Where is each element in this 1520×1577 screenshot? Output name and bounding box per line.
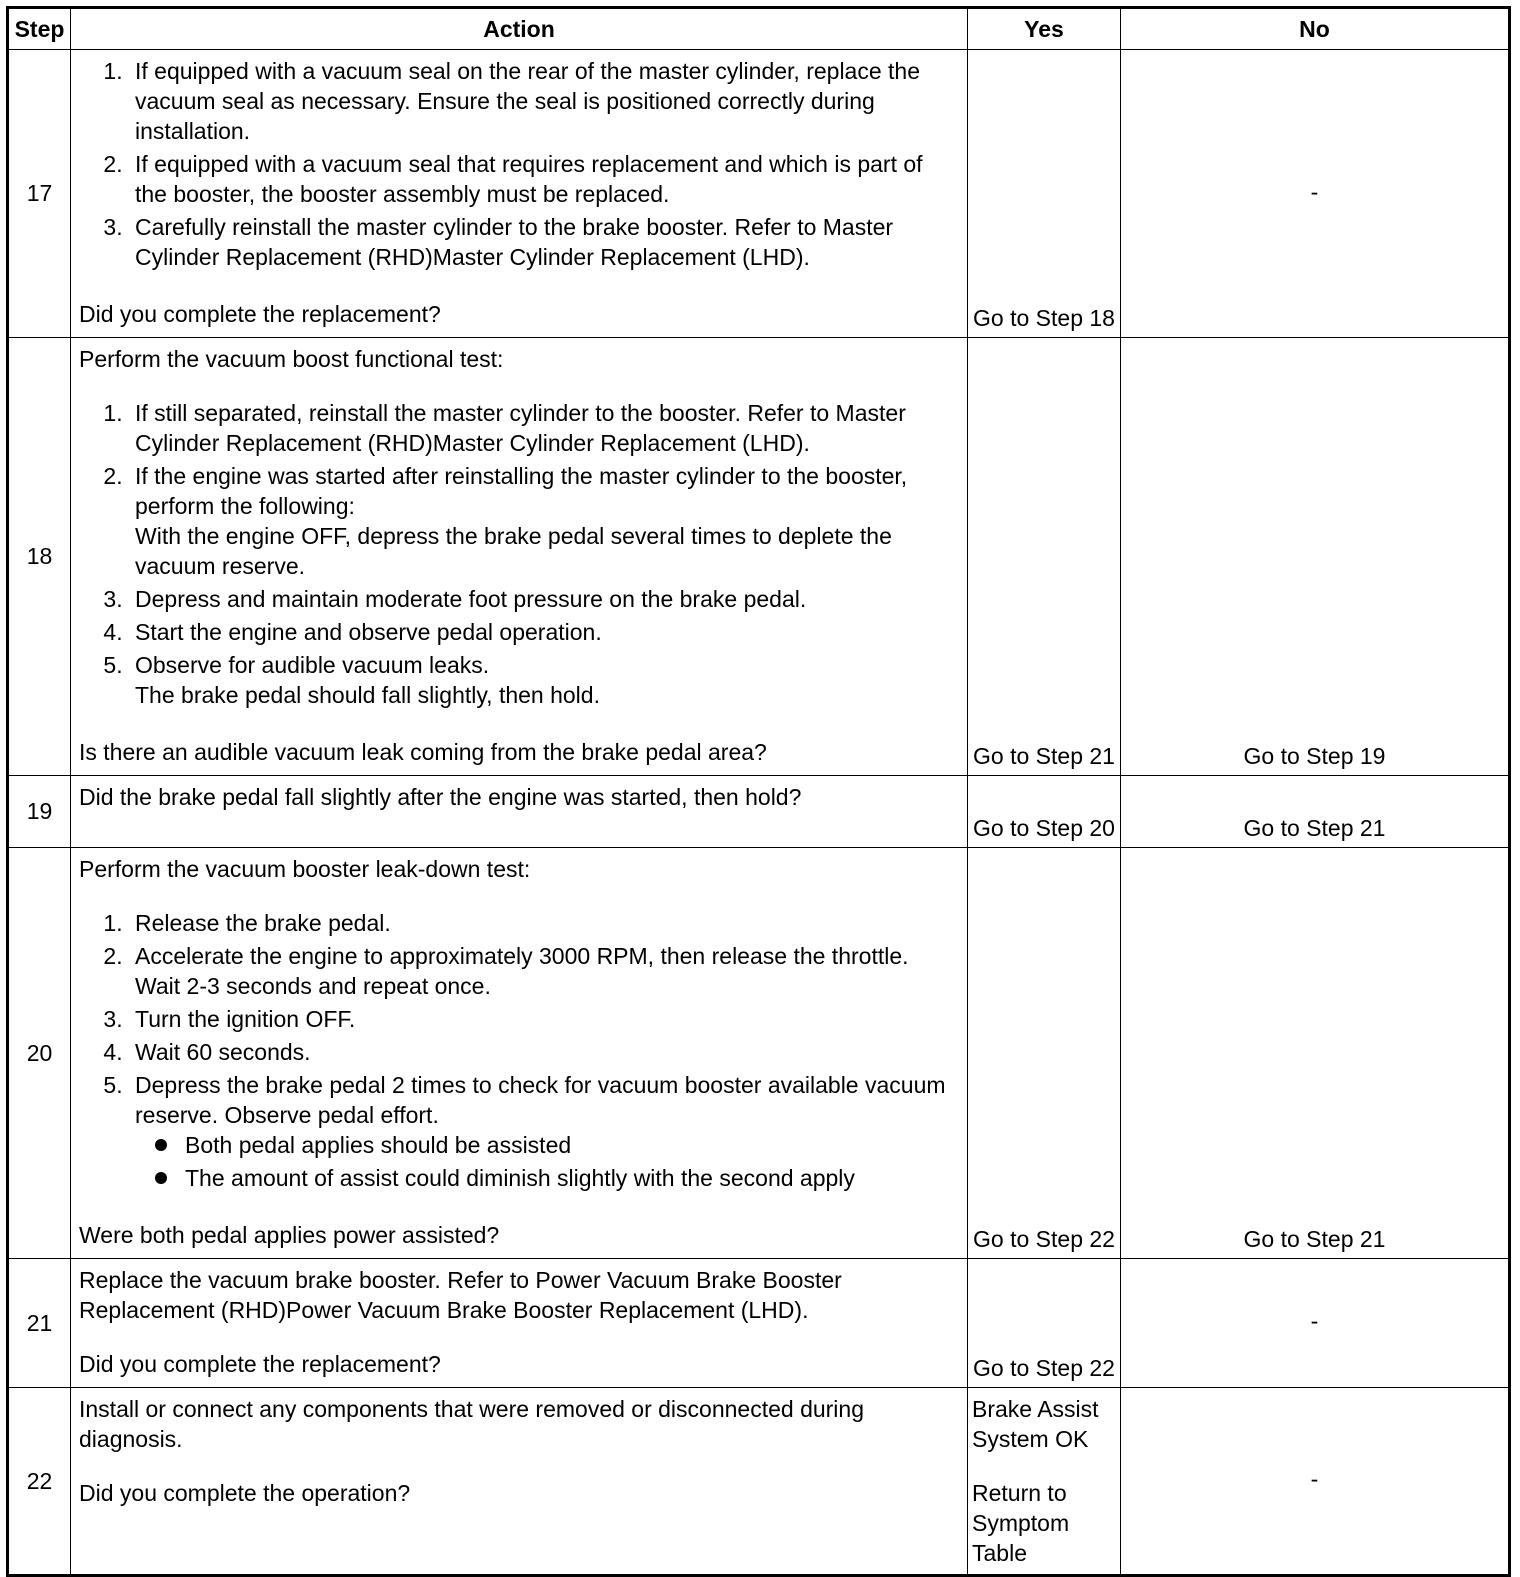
yes-cell: Go to Step 20 [968,776,1121,848]
list-item-text: Observe for audible vacuum leaks. [135,652,490,678]
step-number: 22 [8,1388,71,1576]
no-cell: Go to Step 21 [1121,848,1510,1259]
yes-cell: Go to Step 21 [968,338,1121,776]
step-number: 20 [8,848,71,1259]
bullet-list [135,1130,959,1193]
action-question: Did you complete the replacement? [79,301,441,327]
table-row-step-20 [8,848,1510,1259]
action-question: Did you complete the operation? [79,1480,411,1506]
list-item [129,1070,959,1193]
list-item: 3. Depress and maintain moderate foot pressure on the brake pedal. [129,584,959,614]
list-item-text: If the engine was started after reinstalling the master cylinder to the booster, perform the following: [135,463,908,519]
bullet-icon [155,1172,167,1184]
bullet-text: The amount of assist could diminish slightly with the second apply [185,1165,855,1191]
bullet-item [185,1130,959,1160]
action-cell [71,1388,968,1576]
action-question: Did the brake pedal fall slightly after the engine was started, then hold? [79,784,802,810]
action-steps-list [79,56,959,272]
step-number: 19 [8,776,71,848]
no-cell: - [1121,1259,1510,1388]
list-item [129,650,959,710]
step-number: 17 [8,50,71,338]
yes-cell: Go to Step 22 [968,1259,1121,1388]
no-cell: - [1121,1388,1510,1576]
list-item-note: With the engine OFF, depress the brake pedal several times to deplete the vacuum reserve. [135,523,892,579]
no-cell: - [1121,50,1510,338]
list-item: 1. If still separated, reinstall the master cylinder to the booster. Refer to Master Cylinder Replacement (RHD)Master Cylinder Replacement (LHD). [129,398,959,458]
list-item: 1. If equipped with a vacuum seal on the rear of the master cylinder, replace the vacuum seal as necessary. Ensure the seal is positioned correctly during installation. [129,56,959,146]
header-action: Action [71,8,968,50]
yes-cell [968,1388,1121,1576]
list-item: 4. Wait 60 seconds. [129,1037,959,1067]
action-cell [71,338,968,776]
table-row-step-17 [8,50,1510,338]
action-steps-list [79,398,959,710]
list-item [129,461,959,581]
no-cell: Go to Step 19 [1121,338,1510,776]
step-number: 18 [8,338,71,776]
action-cell [71,50,968,338]
action-text: Replace the vacuum brake booster. Refer to Power Vacuum Brake Booster Replacement (RHD)Power Vacuum Brake Booster Replacement (LHD). [79,1267,842,1323]
step-number: 21 [8,1259,71,1388]
header-no: No [1121,8,1510,50]
action-intro: Perform the vacuum booster leak-down test: [79,856,531,882]
action-steps-list [79,908,959,1193]
action-cell [71,848,968,1259]
bullet-text: Both pedal applies should be assisted [185,1132,572,1158]
action-cell [71,1259,968,1388]
no-cell: Go to Step 21 [1121,776,1510,848]
list-item: 2. Accelerate the engine to approximately 3000 RPM, then release the throttle. Wait 2-3 seconds and repeat once. [129,941,959,1001]
list-item: 3. Turn the ignition OFF. [129,1004,959,1034]
table-row-step-19 [8,776,1510,848]
header-yes: Yes [968,8,1121,50]
table-row-step-21 [8,1259,1510,1388]
list-item: 1. Release the brake pedal. [129,908,959,938]
action-question: Were both pedal applies power assisted? [79,1222,500,1248]
action-intro: Perform the vacuum boost functional test: [79,346,504,372]
yes-result: Brake Assist System OK [972,1396,1099,1452]
table-row-step-22 [8,1388,1510,1576]
list-item: 3. Carefully reinstall the master cylinder to the brake booster. Refer to Master Cylinder Replacement (RHD)Master Cylinder Replacement (LHD). [129,212,959,272]
diagnostic-table [6,6,1511,1577]
yes-cell: Go to Step 18 [968,50,1121,338]
list-item-text: Depress the brake pedal 2 times to check for vacuum booster available vacuum reserve. Observe pedal effort. [135,1072,946,1128]
list-item: 4. Start the engine and observe pedal operation. [129,617,959,647]
table-row-step-18 [8,338,1510,776]
yes-cell: Go to Step 22 [968,848,1121,1259]
action-text: Install or connect any components that were removed or disconnected during diagnosis. [79,1396,864,1452]
bullet-item [185,1163,959,1193]
header-step: Step [8,8,71,50]
yes-result-alt: Return to Symptom Table [972,1480,1070,1566]
list-item: 2. If equipped with a vacuum seal that requires replacement and which is part of the booster, the booster assembly must be replaced. [129,149,959,209]
list-item-note: The brake pedal should fall slightly, then hold. [135,682,600,708]
bullet-icon [155,1139,167,1151]
header-row [8,8,1510,50]
action-cell [71,776,968,848]
action-question: Did you complete the replacement? [79,1351,441,1377]
action-question: Is there an audible vacuum leak coming from the brake pedal area? [79,739,767,765]
